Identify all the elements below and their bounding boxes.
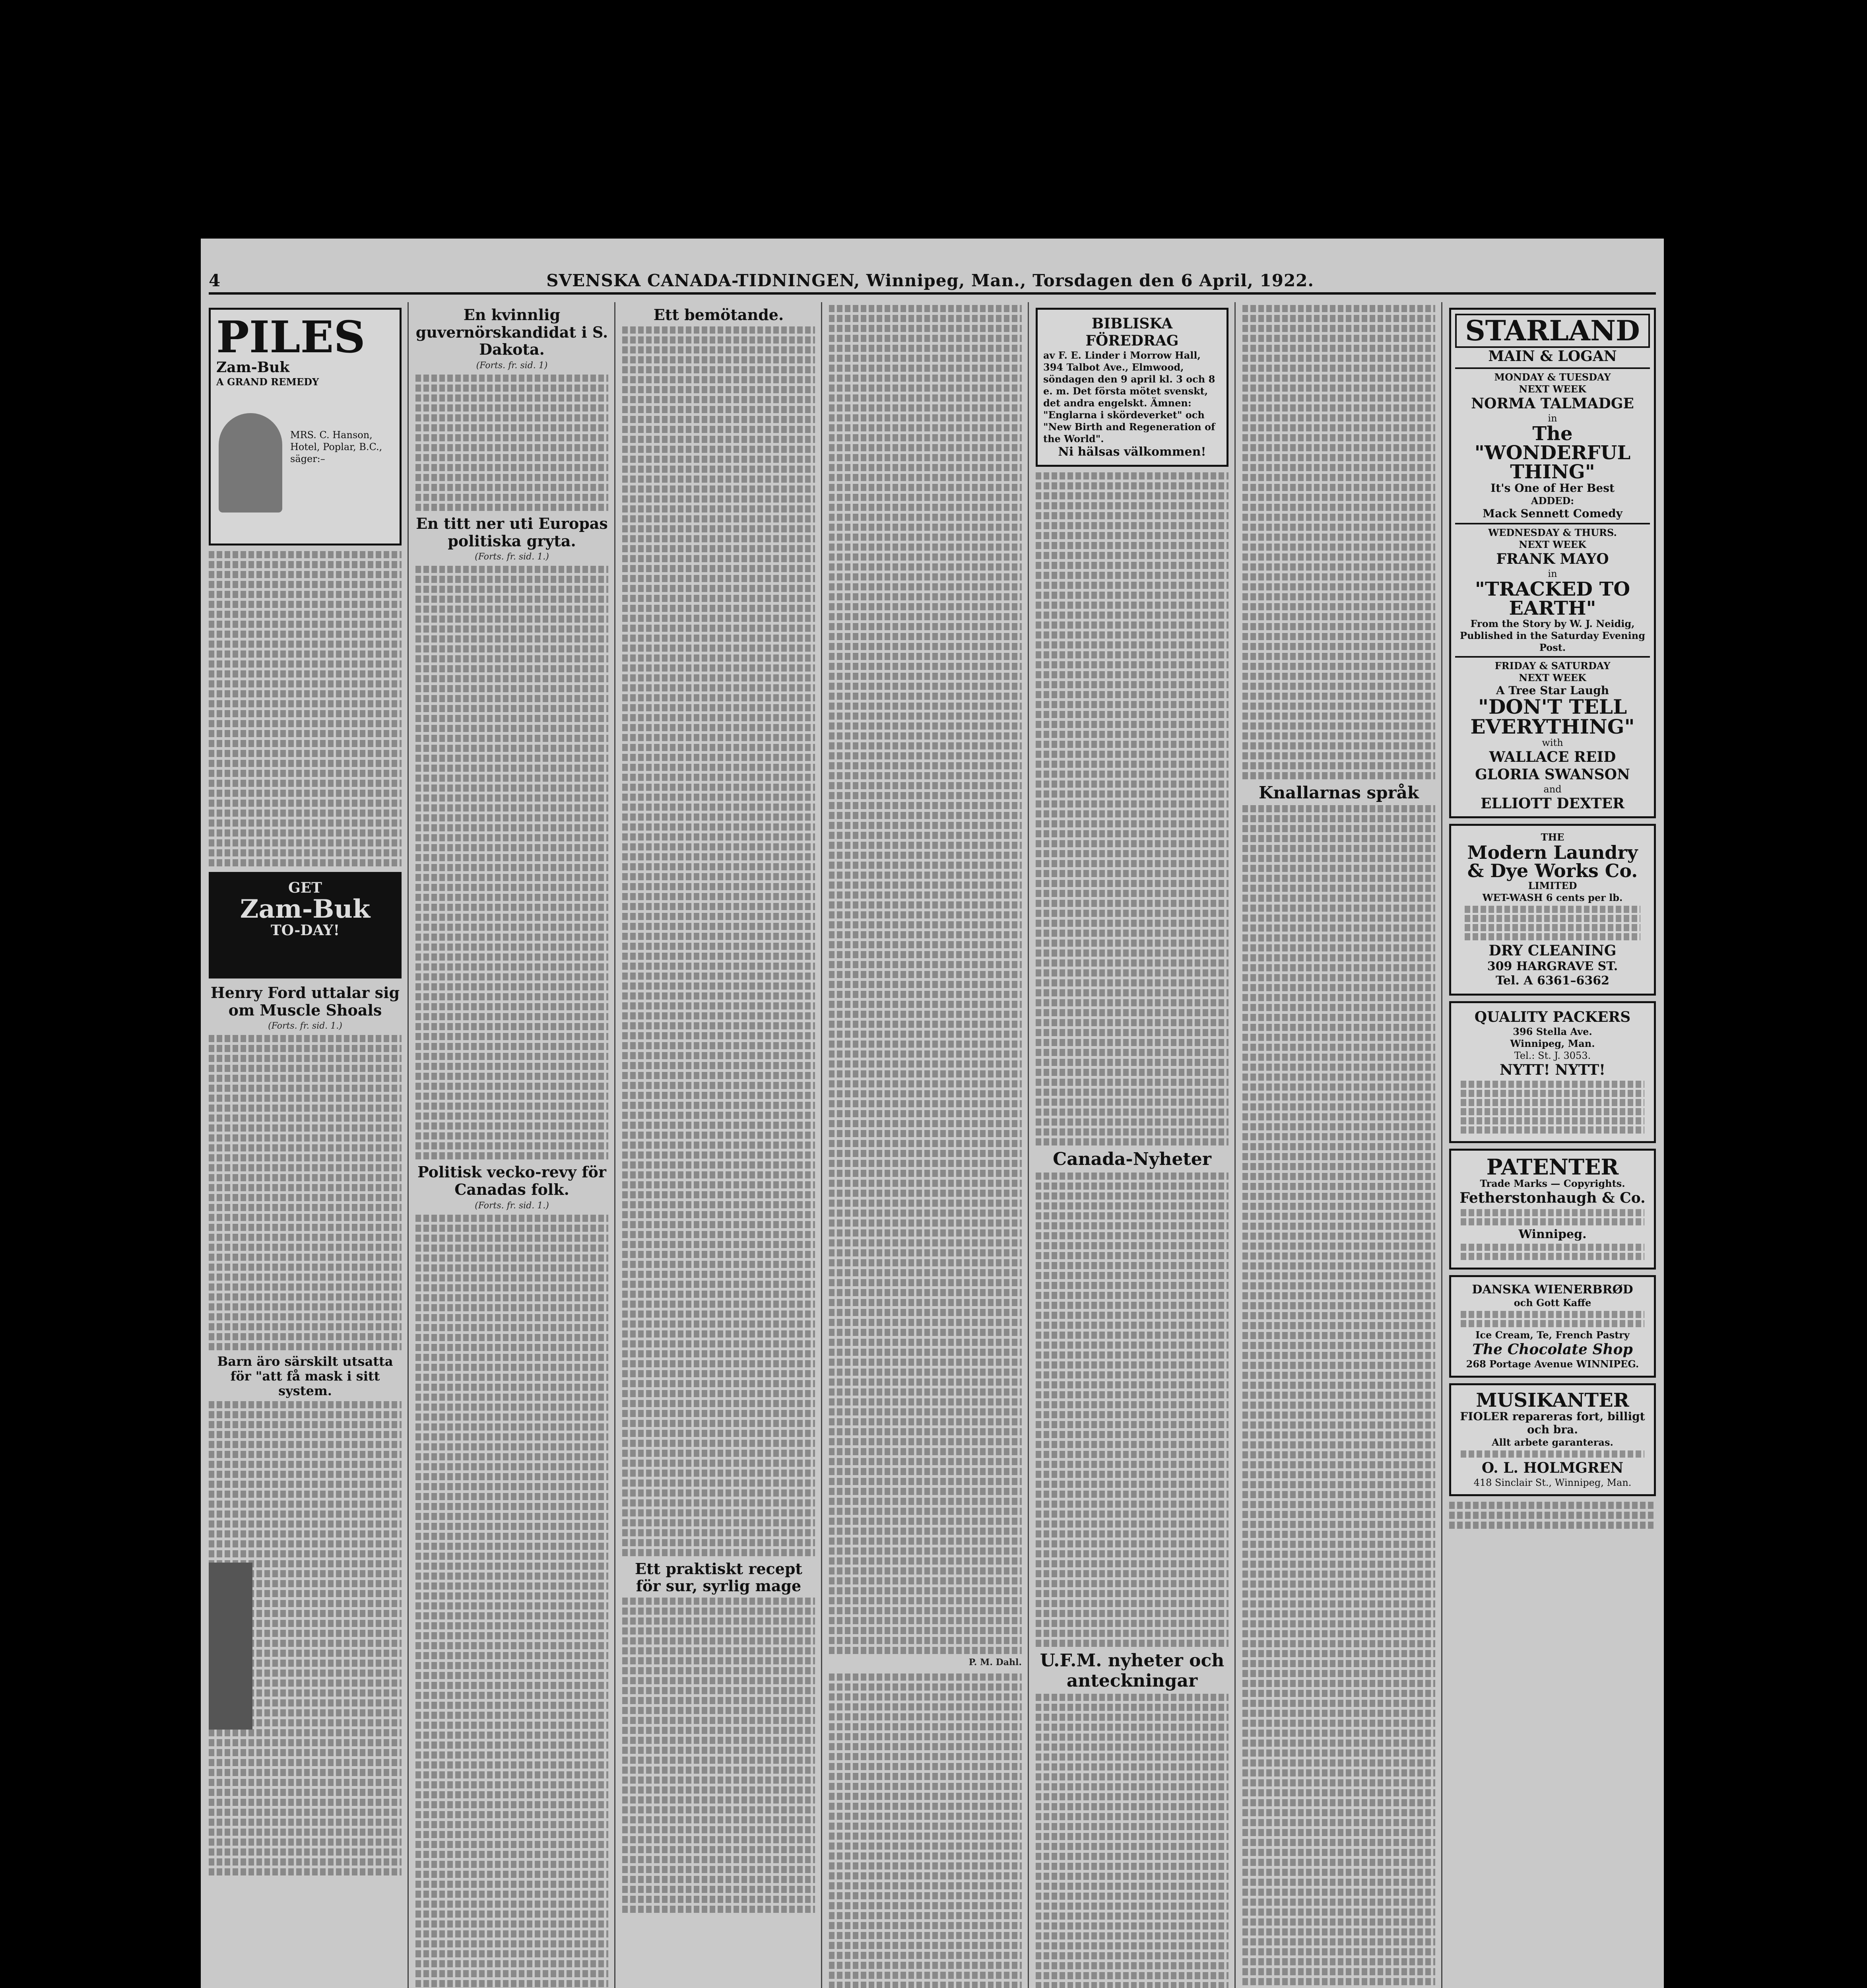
starland-l13: "TRACKED TO EARTH" [1475,578,1630,619]
piles-brand: Zam-Buk [216,359,290,376]
starland-l12: in [1548,568,1557,579]
patenter-city: Winnipeg. [1518,1227,1587,1241]
guvernor-headline: En kvinnlig guvernörskandidat i S. Dakota. [415,306,608,359]
patenter-sub: Trade Marks — Copyrights. [1480,1178,1625,1190]
zambuk-get: GET [288,879,322,896]
foredrag-text: av F. E. Linder i Morrow Hall, 394 Talbot Ave., Elmwood, söndagen den 9 april kl. 3 och 8 e. m. Det första mötet svenskt, det andra engelskt. Ämnen: "Englarna i skördeverket" och "New Birth and Regeneration of the World". [1043,349,1215,445]
musik-address: 418 Sinclair St., Winnipeg, Man. [1473,1477,1632,1489]
starland-l21: GLORIA SWANSON [1475,766,1630,783]
veckorevy-headline: Politisk vecko-revy för Canadas folk. [417,1163,606,1199]
laundry-title: Modern Laundry & Dye Works Co. [1467,841,1638,881]
column-5 [1032,302,1232,1988]
starland-l22: and [1543,783,1562,795]
piles-tag: A GRAND REMEDY [216,376,319,388]
starland-l2: NEXT WEEK [1519,383,1586,395]
wienerbrod-shop: The Chocolate Shop [1472,1341,1633,1358]
wienerbrod-address: 268 Portage Avenue WINNIPEG. [1466,1358,1639,1370]
piles-word: PILES [216,311,365,363]
wienerbrod-l2: Ice Cream, Te, French Pastry [1475,1329,1630,1341]
starland-l19: with [1542,737,1563,749]
column-2 [411,302,612,1988]
wienerbrod-ad [1449,1275,1656,1378]
column-rule [1234,302,1236,1988]
starland-l17: A Tree Star Laugh [1496,683,1609,697]
starland-l23: ELLIOTT DEXTER [1481,795,1624,812]
column-rule [1441,302,1442,1988]
starland-title: STARLAND [1455,314,1650,348]
column-7-ads [1445,302,1660,1988]
ufm-headline: U.F.M. nyheter och anteckningar [1040,1650,1225,1691]
starland-l4: in [1548,413,1557,424]
starland-l8: Mack Sennett Comedy [1483,507,1622,520]
page-number: 4 [209,270,221,290]
piles-ad [209,308,402,546]
musik-name: O. L. HOLMGREN [1481,1460,1624,1477]
column-1 [205,302,406,1988]
veckorevy-sub: (Forts. fr. sid. 1.) [475,1200,549,1211]
laundry-l1: WET-WASH 6 cents per lb. [1482,891,1623,903]
starland-l5: The "WONDERFUL THING" [1474,423,1631,483]
musikanter-ad [1449,1383,1656,1496]
foredrag-headline: BIBLISKA FÖREDRAG [1085,315,1179,349]
europa-headline: En titt ner uti Europas politiska gryta. [416,514,608,550]
musik-l2: Allt arbete garanteras. [1492,1437,1613,1448]
zambuk-ad [209,872,402,978]
laundry-ad [1449,824,1656,996]
laundry-limited: LIMITED [1528,879,1577,891]
packers-title: QUALITY PACKERS [1474,1009,1631,1026]
starland-l6: It's One of Her Best [1490,481,1615,495]
starland-l1: MONDAY & TUESDAY [1494,371,1611,383]
canada-nyheter-headline: Canada-Nyheter [1053,1149,1211,1170]
musik-l1: FIOLER repareras fort, billigt och bra. [1460,1409,1645,1437]
packers-tel: Tel.: St. J. 3053. [1514,1050,1591,1062]
starland-ad [1449,308,1656,818]
masthead-title: SVENSKA CANADA-TIDNINGEN, Winnipeg, Man., Torsdagen den 6 April, 1922. [546,270,1314,290]
quality-packers-ad [1449,1001,1656,1143]
starland-l9: WEDNESDAY & THURS. [1488,526,1617,538]
column-3 [618,302,819,1988]
starland-address: MAIN & LOGAN [1488,348,1617,365]
foredrag-welcome: Ni hälsas välkommen! [1058,445,1206,459]
laundry-tel: Tel. A 6361–6362 [1496,974,1609,988]
packers-city: Winnipeg, Man. [1510,1038,1595,1050]
guvernor-sub: (Forts. fr. sid. 1) [476,361,548,371]
foredrag-notice [1036,308,1228,467]
laundry-address: 309 HARGRAVE ST. [1487,959,1618,974]
column-rule [821,302,822,1988]
column-rule [408,302,409,1988]
starland-l16: NEXT WEEK [1519,672,1586,683]
starland-l15: FRIDAY & SATURDAY [1494,660,1611,672]
piles-testimonial: MRS. C. Hanson, Hotel, Poplar, B.C., säger:– [290,429,382,464]
patenter-firm: Fetherstonhaugh & Co. [1459,1190,1646,1207]
patenter-title: PATENTER [1486,1154,1619,1180]
patenter-ad [1449,1149,1656,1269]
ford-headline: Henry Ford uttalar sig om Muscle Shoals [210,984,400,1019]
starland-l18: "DON'T TELL EVERYTHING" [1470,695,1635,739]
woman-illustration [219,413,282,513]
starland-l20: WALLACE REID [1489,749,1616,766]
starland-l14: From the Story by W. J. Neidig, Published in the Saturday Evening Post. [1460,617,1645,653]
starland-l11: FRANK MAYO [1496,550,1609,567]
musik-title: MUSIKANTER [1476,1389,1629,1411]
knallarnas-headline: Knallarnas språk [1259,783,1419,802]
wienerbrod-l1: och Gott Kaffe [1514,1297,1591,1309]
packers-nytt: NYTT! NYTT! [1500,1062,1605,1079]
laundry-the: THE [1541,831,1564,843]
zambuk-today: TO-DAY! [270,922,340,939]
recept-headline: Ett praktiskt recept för sur, syrlig mage [635,1559,802,1595]
column-rule [1028,302,1029,1988]
newspaper-page [201,239,1664,1988]
laundry-l2: DRY CLEANING [1489,942,1617,959]
europa-sub: (Forts. fr. sid. 1.) [475,552,549,562]
column-4 [825,302,1026,1988]
wienerbrod-title: DANSKA WIENERBRØD [1472,1282,1633,1297]
article-signature: P. M. Dahl. [968,1657,1022,1668]
ford-sub: (Forts. fr. sid. 1.) [268,1021,342,1031]
starland-l3: NORMA TALMADGE [1471,395,1634,412]
zambuk-brand: Zam-Buk [240,894,371,924]
bemotande-headline: Ett bemötande. [653,306,784,324]
starland-l7: ADDED: [1531,495,1574,507]
masthead [209,268,1656,295]
barn-headline: Barn äro särskilt utsatta för "att få mask i sitt system. [217,1354,393,1398]
column-rule [614,302,615,1988]
packers-address: 396 Stella Ave. [1513,1026,1592,1038]
column-6 [1238,302,1439,1988]
starland-l10: NEXT WEEK [1519,538,1586,550]
